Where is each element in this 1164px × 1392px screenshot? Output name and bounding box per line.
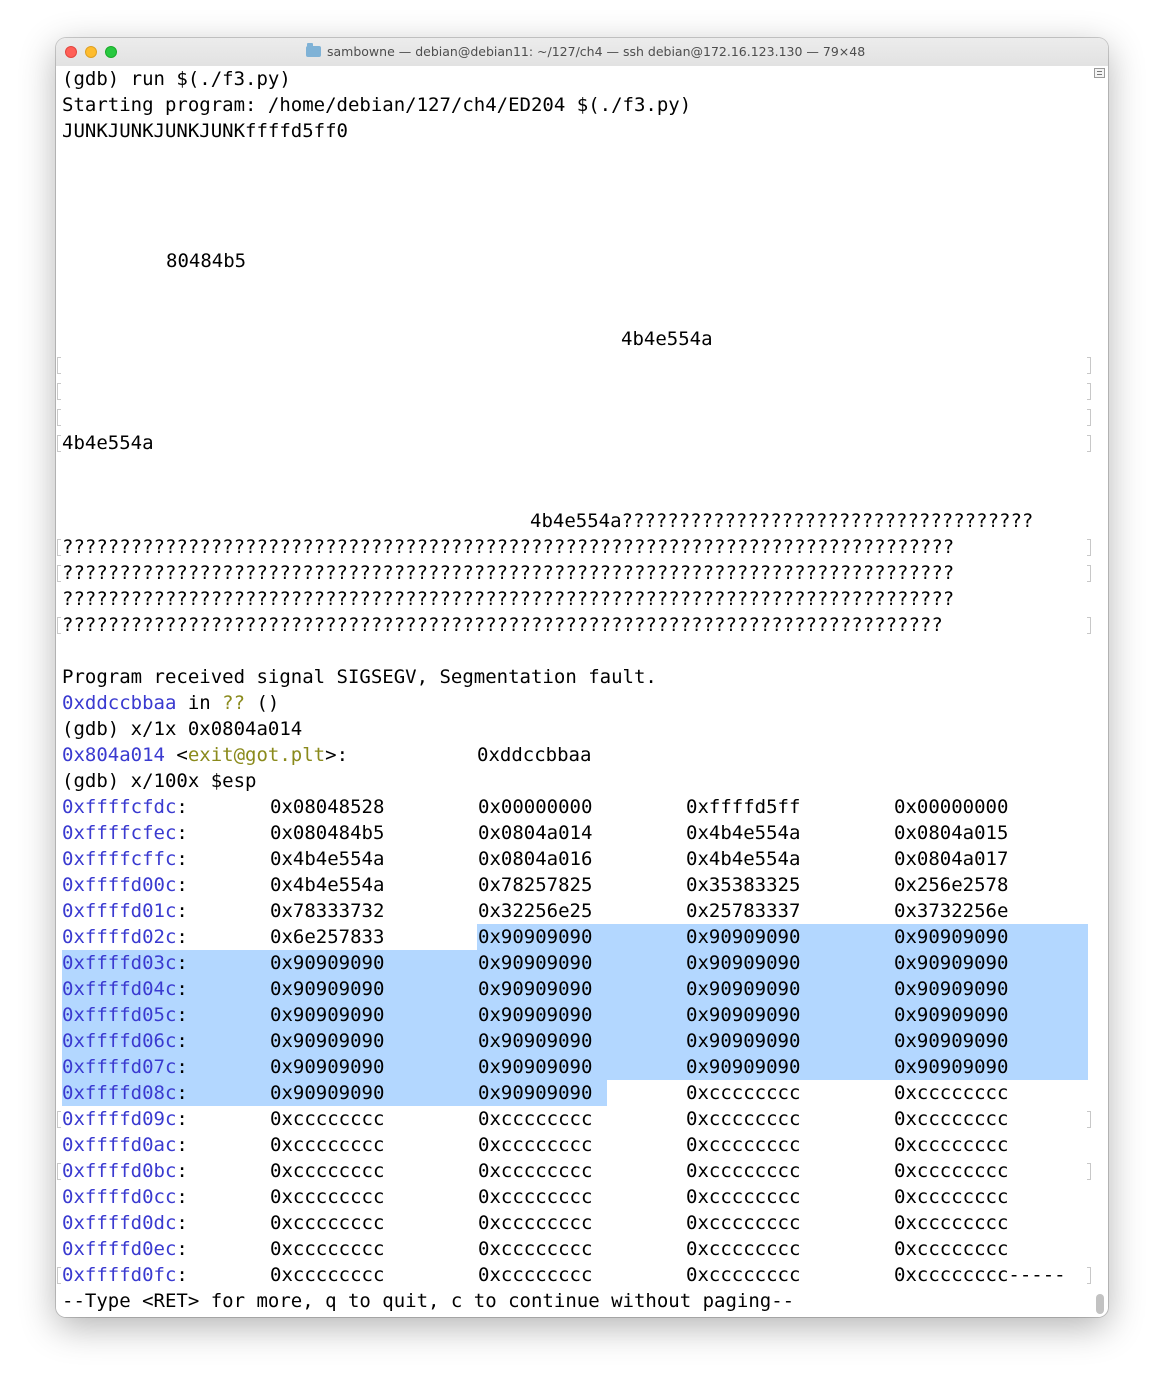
address-colon: : bbox=[176, 1134, 188, 1156]
address-colon: : bbox=[176, 1082, 188, 1104]
address-colon: : bbox=[176, 1212, 188, 1234]
memory-word: 0x78333732 bbox=[270, 900, 385, 922]
address-colon: : bbox=[176, 1108, 188, 1130]
edge-marker bbox=[1087, 357, 1091, 374]
memory-row-address bbox=[62, 1210, 188, 1236]
memory-row-address bbox=[62, 976, 188, 1002]
memory-word: 0xcccccccc bbox=[686, 1186, 801, 1208]
program-start-line: Starting program: /home/debian/127/ch4/ED204 $(./f3.py) bbox=[62, 94, 692, 116]
memory-row-address bbox=[62, 950, 188, 976]
memory-word: 0x35383325 bbox=[686, 874, 801, 896]
edge-marker bbox=[1087, 1267, 1091, 1284]
program-output: ?????????????????????????????????????????????????????????????????????????????? bbox=[62, 536, 955, 558]
edge-marker bbox=[57, 357, 61, 374]
memory-row-address bbox=[62, 1132, 188, 1158]
memory-word: 0x0804a015 bbox=[894, 822, 1009, 844]
got-open: < bbox=[164, 744, 188, 766]
memory-word: 0x90909090 bbox=[478, 1082, 593, 1104]
memory-word: 0xcccccccc bbox=[894, 1186, 1009, 1208]
memory-word: 0x90909090 bbox=[686, 926, 801, 948]
memory-word: 0x90909090 bbox=[894, 978, 1009, 1000]
memory-word: 0x4b4e554a bbox=[270, 874, 385, 896]
memory-word: 0x32256e25 bbox=[478, 900, 593, 922]
memory-address: 0xffffd0fc bbox=[62, 1264, 177, 1286]
memory-word: 0x90909090 bbox=[270, 1082, 385, 1104]
pager-prompt: --Type <RET> for more, q to quit, c to continue without paging-- bbox=[62, 1290, 795, 1312]
memory-word: 0xcccccccc bbox=[270, 1264, 385, 1286]
memory-word: 0x90909090 bbox=[686, 978, 801, 1000]
memory-word: 0xcccccccc bbox=[478, 1108, 593, 1130]
memory-address: 0xffffd01c bbox=[62, 900, 177, 922]
fault-in: in bbox=[176, 692, 223, 714]
memory-word: 0x4b4e554a bbox=[686, 822, 801, 844]
address-colon: : bbox=[176, 952, 188, 974]
memory-address: 0xffffd00c bbox=[62, 874, 177, 896]
memory-word: 0x0804a016 bbox=[478, 848, 593, 870]
memory-row-address bbox=[62, 1106, 188, 1132]
memory-word: 0xcccccccc bbox=[894, 1134, 1009, 1156]
gdb-command: (gdb) x/100x $esp bbox=[62, 770, 257, 792]
memory-word: 0xcccccccc bbox=[478, 1160, 593, 1182]
memory-word: 0x00000000 bbox=[894, 796, 1009, 818]
edge-marker bbox=[57, 409, 61, 426]
memory-word: 0x0804a014 bbox=[478, 822, 593, 844]
address-colon: : bbox=[176, 874, 188, 896]
signal-message: Program received signal SIGSEGV, Segmentation fault. bbox=[62, 666, 657, 688]
memory-word: 0x25783337 bbox=[686, 900, 801, 922]
memory-row-address bbox=[62, 1028, 188, 1054]
gdb-command: (gdb) x/1x 0x0804a014 bbox=[62, 718, 303, 740]
memory-word: 0xcccccccc bbox=[894, 1160, 1009, 1182]
address-colon: : bbox=[176, 796, 188, 818]
memory-row-address bbox=[62, 898, 188, 924]
memory-address: 0xffffd03c bbox=[62, 952, 177, 974]
output-hex: 4b4e554a bbox=[530, 510, 622, 532]
address-colon: : bbox=[176, 1264, 188, 1286]
terminal-window bbox=[56, 38, 1108, 1317]
edge-marker bbox=[57, 617, 61, 634]
memory-word: 0x90909090 bbox=[686, 1004, 801, 1026]
window-title bbox=[306, 44, 865, 60]
got-close: >: bbox=[325, 744, 349, 766]
memory-word: 0x90909090 bbox=[478, 978, 593, 1000]
memory-word: 0x90909090 bbox=[270, 1056, 385, 1078]
memory-address: 0xffffd0bc bbox=[62, 1160, 177, 1182]
folder-icon bbox=[306, 46, 321, 57]
memory-row-address bbox=[62, 1262, 188, 1288]
edge-marker bbox=[1087, 539, 1091, 556]
memory-word: 0x90909090 bbox=[270, 1030, 385, 1052]
memory-word: 0x90909090 bbox=[270, 952, 385, 974]
memory-row-address bbox=[62, 924, 188, 950]
got-entry bbox=[62, 742, 348, 768]
memory-address: 0xffffd0ec bbox=[62, 1238, 177, 1260]
memory-word: 0xcccccccc----- bbox=[894, 1264, 1066, 1286]
close-button[interactable] bbox=[65, 46, 77, 58]
memory-address: 0xffffd02c bbox=[62, 926, 177, 948]
memory-row-address bbox=[62, 1184, 188, 1210]
got-symbol: exit@got.plt bbox=[187, 744, 326, 766]
memory-address: 0xffffcffc bbox=[62, 848, 177, 870]
address-colon: : bbox=[176, 1030, 188, 1052]
memory-address: 0xffffd0ac bbox=[62, 1134, 177, 1156]
memory-address: 0xffffd06c bbox=[62, 1030, 177, 1052]
memory-word: 0xcccccccc bbox=[270, 1160, 385, 1182]
memory-word: 0xcccccccc bbox=[478, 1134, 593, 1156]
edge-marker bbox=[1087, 383, 1091, 400]
memory-address: 0xffffd09c bbox=[62, 1108, 177, 1130]
memory-row-address bbox=[62, 1158, 188, 1184]
memory-word: 0xcccccccc bbox=[686, 1264, 801, 1286]
program-output: 4b4e554a bbox=[621, 328, 713, 350]
memory-row-address bbox=[62, 1080, 188, 1106]
program-output: 4b4e554a bbox=[62, 432, 154, 454]
scrollbar-thumb[interactable] bbox=[1096, 1294, 1104, 1314]
got-address: 0x804a014 bbox=[62, 744, 165, 766]
memory-word: 0xcccccccc bbox=[686, 1212, 801, 1234]
address-colon: : bbox=[176, 1186, 188, 1208]
memory-word: 0x6e257833 bbox=[270, 926, 385, 948]
memory-word: 0xffffd5ff bbox=[686, 796, 801, 818]
memory-word: 0x90909090 bbox=[686, 1056, 801, 1078]
memory-word: 0x90909090 bbox=[894, 926, 1009, 948]
program-output: ????????????????????????????????????????????????????????????????????????????? bbox=[62, 614, 943, 636]
memory-word: 0xcccccccc bbox=[270, 1134, 385, 1156]
program-output: ?????????????????????????????????????????????????????????????????????????????? bbox=[62, 588, 955, 610]
memory-row-address bbox=[62, 846, 188, 872]
memory-word: 0x90909090 bbox=[478, 1056, 593, 1078]
memory-word: 0xcccccccc bbox=[270, 1186, 385, 1208]
memory-word: 0xcccccccc bbox=[478, 1212, 593, 1234]
edge-marker bbox=[57, 1163, 61, 1180]
scrollbar-menu-icon[interactable] bbox=[1094, 68, 1105, 78]
fault-address: 0xddccbbaa bbox=[62, 692, 177, 714]
memory-word: 0x78257825 bbox=[478, 874, 593, 896]
memory-word: 0xcccccccc bbox=[686, 1238, 801, 1260]
memory-word: 0xcccccccc bbox=[270, 1108, 385, 1130]
memory-word: 0x90909090 bbox=[894, 1056, 1009, 1078]
memory-word: 0x0804a017 bbox=[894, 848, 1009, 870]
memory-word: 0xcccccccc bbox=[270, 1238, 385, 1260]
memory-word: 0xcccccccc bbox=[894, 1082, 1009, 1104]
memory-word: 0xcccccccc bbox=[686, 1160, 801, 1182]
memory-row-address bbox=[62, 1002, 188, 1028]
memory-address: 0xffffcfdc bbox=[62, 796, 177, 818]
memory-word: 0x90909090 bbox=[478, 1030, 593, 1052]
address-colon: : bbox=[176, 1056, 188, 1078]
window-title-text: sambowne — debian@debian11: ~/127/ch4 — ssh debian@172.16.123.130 — 79×48 bbox=[327, 44, 866, 59]
memory-address: 0xffffd0cc bbox=[62, 1186, 177, 1208]
memory-row-address bbox=[62, 1054, 188, 1080]
address-colon: : bbox=[176, 1238, 188, 1260]
memory-address: 0xffffd07c bbox=[62, 1056, 177, 1078]
memory-word: 0x90909090 bbox=[894, 1030, 1009, 1052]
memory-word: 0xcccccccc bbox=[686, 1134, 801, 1156]
output-question-marks: ???????????????????????????????????? bbox=[621, 510, 1034, 532]
memory-word: 0x080484b5 bbox=[270, 822, 385, 844]
memory-word: 0x90909090 bbox=[894, 952, 1009, 974]
gdb-command: (gdb) run $(./f3.py) bbox=[62, 68, 291, 90]
memory-address: 0xffffd05c bbox=[62, 1004, 177, 1026]
edge-marker bbox=[57, 1267, 61, 1284]
memory-word: 0xcccccccc bbox=[270, 1212, 385, 1234]
memory-address: 0xffffd04c bbox=[62, 978, 177, 1000]
minimize-button[interactable] bbox=[85, 46, 97, 58]
memory-row-address bbox=[62, 1236, 188, 1262]
memory-word: 0xcccccccc bbox=[686, 1082, 801, 1104]
memory-row-address bbox=[62, 794, 188, 820]
memory-word: 0xcccccccc bbox=[894, 1238, 1009, 1260]
address-colon: : bbox=[176, 1160, 188, 1182]
memory-word: 0xcccccccc bbox=[478, 1186, 593, 1208]
memory-word: 0x90909090 bbox=[894, 1004, 1009, 1026]
edge-marker bbox=[57, 383, 61, 400]
edge-marker bbox=[57, 1111, 61, 1128]
edge-marker bbox=[57, 539, 61, 556]
got-value: 0xddccbbaa bbox=[477, 744, 592, 766]
memory-word: 0x90909090 bbox=[270, 1004, 385, 1026]
program-output: ?????????????????????????????????????????????????????????????????????????????? bbox=[62, 562, 955, 584]
memory-row-address bbox=[62, 872, 188, 898]
edge-marker bbox=[1087, 1163, 1091, 1180]
memory-address: 0xffffcfec bbox=[62, 822, 177, 844]
memory-word: 0x00000000 bbox=[478, 796, 593, 818]
memory-word: 0x256e2578 bbox=[894, 874, 1009, 896]
program-output: JUNKJUNKJUNKJUNKffffd5ff0 bbox=[62, 120, 348, 142]
zoom-button[interactable] bbox=[105, 46, 117, 58]
memory-word: 0x3732256e bbox=[894, 900, 1009, 922]
edge-marker bbox=[1087, 409, 1091, 426]
address-colon: : bbox=[176, 822, 188, 844]
address-colon: : bbox=[176, 978, 188, 1000]
program-output: 80484b5 bbox=[166, 250, 247, 272]
edge-marker bbox=[1087, 565, 1091, 582]
memory-word: 0x08048528 bbox=[270, 796, 385, 818]
memory-word: 0xcccccccc bbox=[894, 1108, 1009, 1130]
memory-word: 0x4b4e554a bbox=[686, 848, 801, 870]
memory-word: 0x90909090 bbox=[478, 926, 593, 948]
memory-word: 0x4b4e554a bbox=[270, 848, 385, 870]
memory-word: 0xcccccccc bbox=[478, 1238, 593, 1260]
memory-address: 0xffffd0dc bbox=[62, 1212, 177, 1234]
memory-word: 0xcccccccc bbox=[894, 1212, 1009, 1234]
memory-word: 0x90909090 bbox=[270, 978, 385, 1000]
fault-location bbox=[62, 690, 279, 716]
memory-word: 0xcccccccc bbox=[686, 1108, 801, 1130]
memory-word: 0x90909090 bbox=[478, 1004, 593, 1026]
memory-address: 0xffffd08c bbox=[62, 1082, 177, 1104]
edge-marker bbox=[57, 565, 61, 582]
address-colon: : bbox=[176, 900, 188, 922]
fault-parens: () bbox=[245, 692, 280, 714]
program-output bbox=[530, 508, 1033, 534]
address-colon: : bbox=[176, 848, 188, 870]
edge-marker bbox=[1087, 617, 1091, 634]
terminal-content[interactable] bbox=[56, 66, 1108, 1317]
memory-word: 0x90909090 bbox=[686, 1030, 801, 1052]
memory-row-address bbox=[62, 820, 188, 846]
memory-word: 0xcccccccc bbox=[478, 1264, 593, 1286]
fault-symbol: ?? bbox=[222, 692, 246, 714]
edge-marker bbox=[1087, 435, 1091, 452]
title-bar bbox=[56, 38, 1108, 67]
address-colon: : bbox=[176, 1004, 188, 1026]
edge-marker bbox=[57, 435, 61, 452]
memory-word: 0x90909090 bbox=[478, 952, 593, 974]
address-colon: : bbox=[176, 926, 188, 948]
edge-marker bbox=[1087, 1111, 1091, 1128]
memory-word: 0x90909090 bbox=[686, 952, 801, 974]
